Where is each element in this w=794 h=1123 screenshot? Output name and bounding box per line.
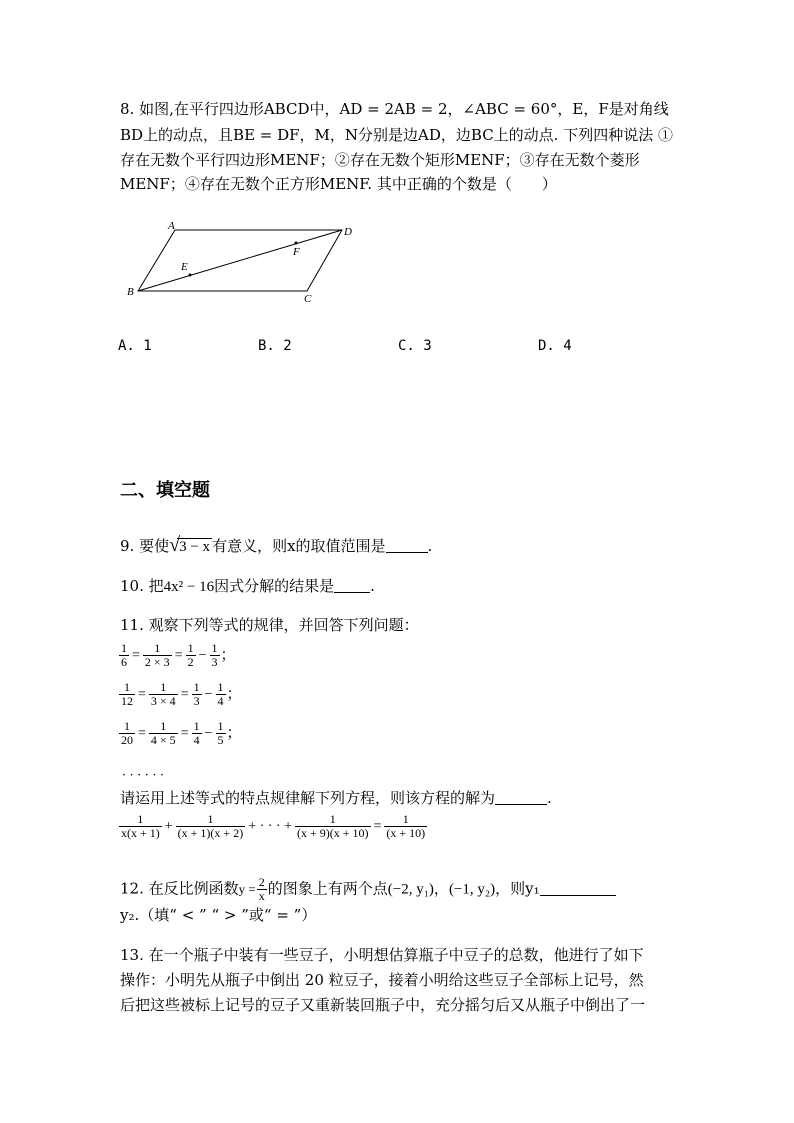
q10-expression: 4x² − 16 [163, 579, 215, 595]
fraction: $\frac{1}{20}$ [121, 719, 133, 747]
fraction: $\frac{1}{4}$ [193, 719, 200, 747]
label-D: D [344, 226, 352, 238]
q11-equation-1: $\frac{1}{6}$ = $\frac{1}{2 \times 3}$ = $\frac{1}{2}$ − $\frac{1}{3}$ ； [121, 641, 236, 669]
q13-line-2: 操作：小明先从瓶子中倒出 20 粒豆子，接着小明给这些豆子全部标上记号，然 [120, 971, 644, 989]
q10-prefix: 10. 把 [120, 577, 164, 595]
q11-equation-3: $\frac{1}{20}$ = $\frac{1}{4 \times 5}$ = $\frac{1}{4}$ − $\frac{1}{5}$ ； [121, 719, 242, 747]
q12-mid: 的图象上有两个点 [267, 879, 388, 898]
option-c: C. 3 [398, 338, 432, 354]
section-title: 二、填空题 [120, 480, 210, 501]
label-A: A [168, 220, 175, 232]
q12-prefix: 12. 在反比例函数 [120, 879, 239, 898]
q12-line-2: y₂.（填“ < ” “ > ”或“ = ”） [120, 906, 317, 924]
q9 [120, 536, 432, 557]
fraction: $\frac{1}{4 \times 5}$ [150, 719, 176, 747]
q9-end: . [427, 537, 433, 555]
q8-line-2: BD上的动点，且BE = DF，M，N分别是边AD，边BC上的动点. 下列四种说法 ① [120, 126, 673, 144]
q12-point-2: (−1, y₂) [448, 881, 496, 898]
fraction: $\frac{1}{2}$ [187, 641, 194, 669]
q11-equation-2: $\frac{1}{12}$ = $\frac{1}{3 \times 4}$ = $\frac{1}{3}$ − $\frac{1}{4}$ ； [121, 680, 242, 708]
fraction: $\frac{1}{3 \times 4}$ [150, 680, 176, 708]
sqrt-expression [169, 534, 212, 557]
q11-ellipsis: · · · · · · [122, 768, 164, 782]
q12-sep: ， [433, 879, 449, 898]
fraction: $\frac{1}{(x + 9)(x + 10)}$ [296, 812, 369, 840]
parallelogram-figure [120, 215, 360, 307]
label-B: B [127, 286, 134, 298]
q9-prefix: 9. 要使 [120, 537, 170, 555]
q8-line-4: MENF；④存在无数个正方形MENF. 其中正确的个数是（ ） [120, 175, 557, 193]
option-a: A. 1 [118, 338, 152, 354]
option-d: D. 4 [538, 338, 572, 354]
q8-line-1: 8. 如图,在平行四边形ABCD中，AD = 2AB = 2，∠ABC = 60°，E，F是对角线 [120, 100, 669, 118]
fraction: $\frac{1}{3}$ [211, 641, 218, 669]
q13-line-1: 13. 在一个瓶子中装有一些豆子，小明想估算瓶子中豆子的总数，他进行了如下 [120, 946, 644, 964]
q12-line-1 [120, 876, 616, 903]
sqrt-sign-icon: √ [169, 534, 181, 556]
label-F: F [293, 246, 300, 258]
q11-ask [120, 788, 552, 808]
q11-ask-end: . [547, 789, 552, 807]
q13-line-3: 后把这些被标上记号的豆子又重新装回瓶子中，充分摇匀后又从瓶子中倒出了一 [120, 996, 646, 1014]
label-E: E [181, 261, 188, 273]
q12-func-fraction: $\frac{2}{x}$ [258, 875, 265, 903]
q9-answer-blank [386, 538, 428, 553]
q10 [120, 576, 375, 597]
q11-intro: 11. 观察下列等式的规律，并回答下列问题： [120, 616, 419, 634]
fraction: $\frac{1}{2 \times 3}$ [144, 641, 170, 669]
q11-answer-blank [495, 790, 547, 805]
ellipsis-sum: + · · · + [248, 818, 292, 834]
fraction: $\frac{1}{x(x + 1)}$ [121, 812, 160, 840]
q10-suffix: 因式分解的结果是 [214, 577, 335, 595]
q11-equation: $\frac{1}{x(x + 1)}$ + $\frac{1}{(x + 1)(x + 2)}$ + · · · + $\frac{1}{(x + 9)(x + 10)}$ = $\frac{1}{(x + 10)}$ [121, 812, 426, 840]
q12-point-1: (−2, y₁) [387, 881, 434, 898]
fraction: $\frac{1}{3}$ [193, 680, 200, 708]
q9-radicand: 3 − x [179, 539, 211, 555]
fraction: $\frac{1}{6}$ [121, 641, 127, 669]
q8-line-3: 存在无数个平行四边形MENF；②存在无数个矩形MENF；③存在无数个菱形 [120, 151, 640, 169]
q9-suffix: 有意义，则x的取值范围是 [212, 537, 386, 555]
q10-answer-blank [334, 578, 370, 593]
q11-ask-text: 请运用上述等式的特点规律解下列方程，则该方程的解为 [120, 789, 496, 807]
fraction: $\frac{1}{5}$ [217, 719, 224, 747]
fraction: $\frac{1}{(x + 1)(x + 2)}$ [177, 812, 244, 840]
fraction: $\frac{1}{4}$ [217, 680, 224, 708]
q10-end: . [370, 577, 375, 595]
fraction: $\frac{1}{(x + 10)}$ [386, 812, 426, 840]
option-b: B. 2 [258, 338, 292, 354]
fraction: $\frac{1}{12}$ [121, 680, 133, 708]
q12-func-lhs: y = [238, 881, 256, 897]
q12-answer-blank [540, 881, 616, 896]
label-C: C [304, 293, 312, 305]
q12-then: ，则y₁ [495, 879, 540, 898]
